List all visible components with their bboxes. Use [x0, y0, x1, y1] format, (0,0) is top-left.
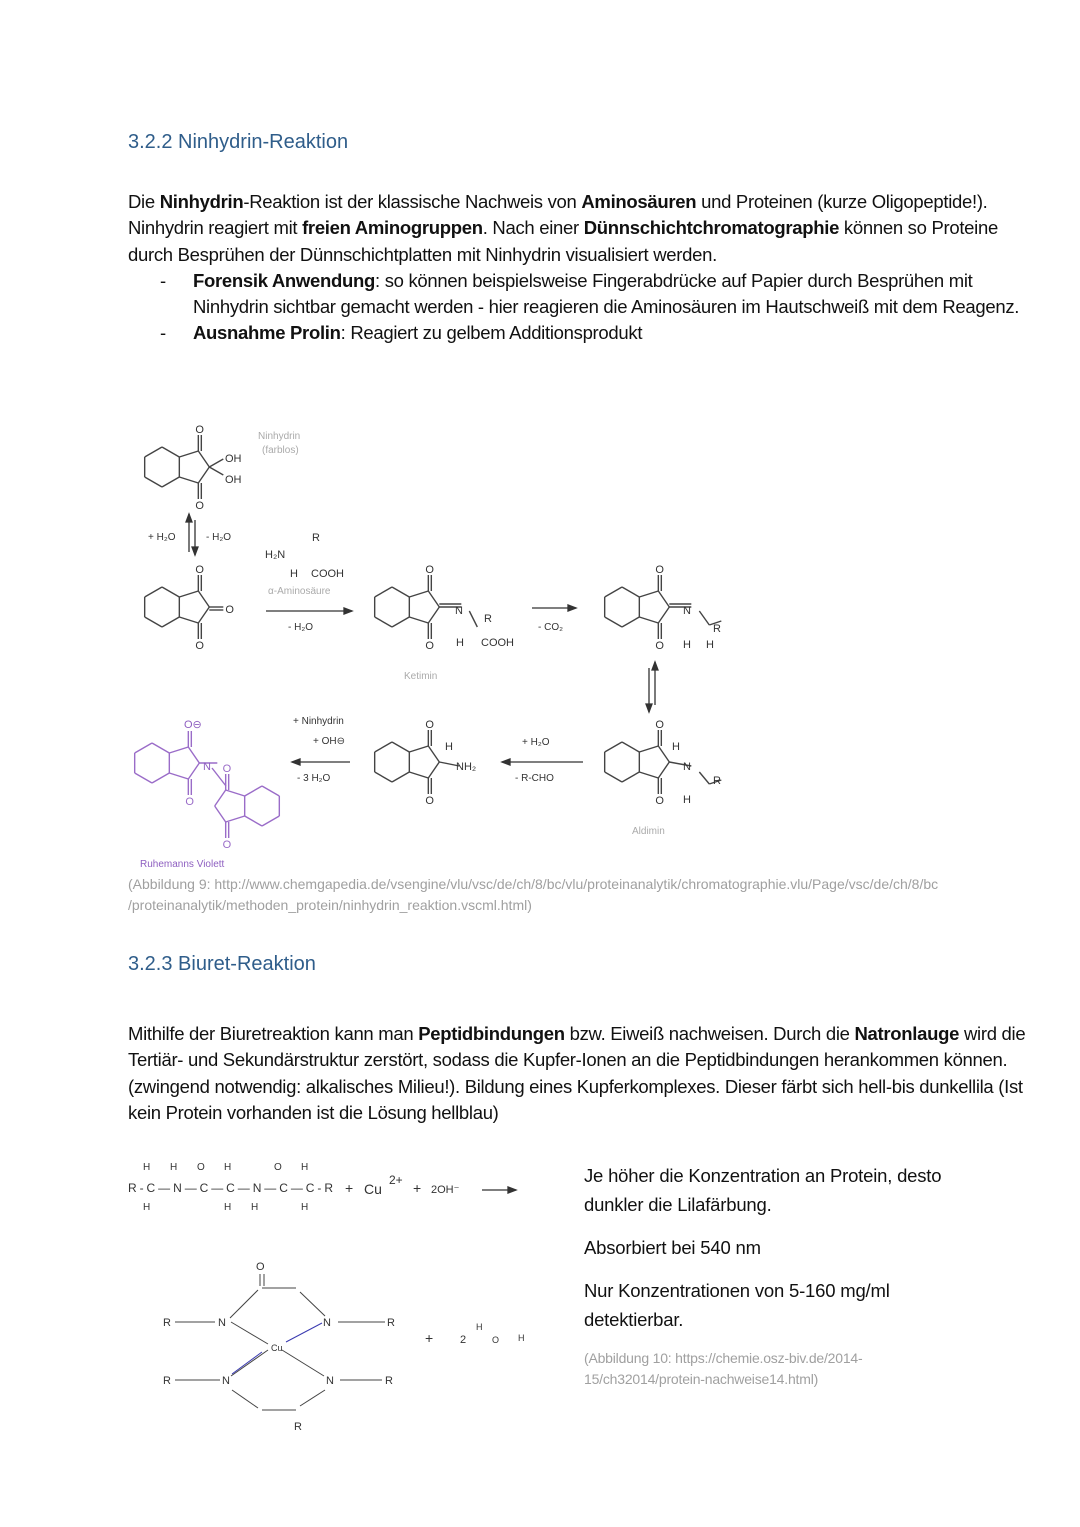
indane-ring: [375, 575, 440, 639]
atom-label: COOH: [311, 568, 344, 580]
bond: [392, 742, 409, 752]
atom-label: H₂N: [265, 549, 286, 561]
atom-label: O: [425, 564, 434, 576]
bond: [162, 617, 179, 627]
arrowhead-icon: [646, 704, 652, 712]
atom-label: H: [476, 1322, 483, 1332]
bond: [622, 742, 639, 752]
atom-label: O: [425, 719, 434, 731]
plus-sign: +: [413, 1180, 422, 1196]
text-run: wird die Tertiär- und Sekundärstruktur zerstört, sodass die Kupfer-Ionen an die Peptidbindungen herankommen können. (zwingend notwendig: alkalisches Milieu!). Bildung eines Kupferkomplexes. Dieser färbt sich hell-bis dunkellila (Ist kein Protein vorhanden ist die Lösung hellblau): [128, 1023, 1026, 1123]
bold-term: Natronlauge: [854, 1023, 960, 1044]
step-label: + Ninhydrin: [293, 716, 344, 727]
atom-label: O: [425, 640, 434, 652]
bond: [375, 742, 392, 752]
atom-label: O: [655, 795, 664, 807]
indane-ring: [375, 730, 440, 794]
indane-ring: [605, 730, 670, 794]
atom-label: N: [323, 1317, 331, 1329]
bond: [639, 746, 658, 752]
biuret-paragraph: [128, 1021, 1028, 1126]
atom-label: H: [706, 639, 714, 651]
water-coefficient: 2: [460, 1334, 467, 1346]
bond: [179, 477, 198, 483]
bond: [198, 607, 209, 623]
bond: [699, 772, 709, 784]
atom-label: H: [301, 1162, 309, 1173]
bond: [409, 591, 428, 597]
bond: [605, 587, 622, 597]
atom-label: O: [225, 604, 234, 616]
atom-label: N: [455, 605, 463, 617]
bullet-text: : so können beispielsweise Fingerabdrücke auf Papier durch Besprühen mit Ninhydrin sichtbar gemacht werden - hier reagieren die Aminosäuren im Hautschweiß mit dem Reagenz.: [193, 269, 1020, 318]
bond: [152, 773, 169, 783]
atom-label: H: [290, 568, 298, 580]
bond: [145, 617, 162, 627]
bond: [198, 591, 209, 607]
bond: [409, 746, 428, 752]
atom-label: O: [222, 763, 232, 775]
copper-charge: 2+: [389, 1173, 403, 1187]
atom-label: O: [185, 796, 194, 808]
atom-label: N: [218, 1317, 226, 1329]
ninhydrin-sub: (farblos): [262, 445, 299, 456]
bold-term: Aminosäuren: [581, 191, 697, 212]
atom-label: N: [326, 1375, 334, 1387]
bond: [392, 587, 409, 597]
step-label: + OH⊖: [313, 736, 345, 747]
text-run: bzw. Eiweiß nachweisen. Durch die: [564, 1023, 855, 1044]
atom-label: O: [197, 1162, 205, 1173]
atom-label: OH: [225, 453, 242, 465]
bond: [245, 816, 262, 826]
atom-label: R: [163, 1317, 171, 1329]
atom-label: H: [456, 637, 464, 649]
bond: [428, 607, 439, 623]
bond: [375, 587, 392, 597]
atom-label: O: [195, 640, 204, 652]
atom-label: COOH: [481, 637, 514, 649]
step-label: - R-CHO: [515, 773, 554, 784]
arrowhead-icon: [652, 662, 658, 670]
bond: [300, 1390, 325, 1406]
bond: [145, 587, 162, 597]
bond: [409, 772, 428, 778]
plus-sign: +: [425, 1330, 434, 1346]
atom-label: NH₂: [456, 761, 477, 773]
bond: [215, 806, 226, 822]
bond: [209, 459, 223, 467]
bond: [226, 816, 245, 822]
bond: [282, 1350, 324, 1376]
atom-label: O⊖: [184, 719, 202, 731]
bond: [145, 447, 162, 457]
bond: [392, 617, 409, 627]
bond: [198, 467, 209, 483]
bond: [169, 773, 188, 779]
atom-label: H: [683, 794, 691, 806]
step-label: + H₂O: [522, 737, 550, 748]
bond: [188, 763, 199, 779]
bond: [699, 611, 709, 625]
bond: [605, 617, 622, 627]
heading-ninhydrin: 3.2.2 Ninhydrin-Reaktion: [128, 131, 349, 153]
note-absorption: Absorbiert bei 540 nm: [584, 1237, 761, 1258]
bond: [179, 591, 198, 597]
bond: [152, 743, 169, 753]
bond: [231, 1322, 268, 1344]
atom-label: O: [195, 424, 204, 436]
bond: [300, 1292, 325, 1316]
atom-label: R: [385, 1375, 393, 1387]
arrowhead-icon: [186, 514, 192, 522]
plus-h2o: + H₂O: [148, 532, 176, 543]
atom-label: R: [294, 1421, 302, 1433]
bullet-text: : Reagiert zu gelbem Additionsprodukt: [340, 322, 643, 344]
bond: [145, 477, 162, 487]
bond: [428, 746, 439, 762]
bullet-term: Ausnahme Prolin: [193, 322, 341, 344]
plus-sign: +: [345, 1180, 354, 1196]
atom-label: O: [655, 719, 664, 731]
atom-label: H: [683, 639, 691, 651]
bond: [639, 772, 658, 778]
minus-h2o: - H₂O: [206, 532, 231, 543]
text-run: Mithilfe der Biuretreaktion kann man: [128, 1023, 419, 1044]
peptide-chain: R-C—N—C—C—N—C—C-R: [128, 1181, 333, 1195]
atom-label: H: [672, 741, 680, 753]
atom-label: O: [655, 640, 664, 652]
indane-ring: [605, 575, 670, 639]
bond: [162, 477, 179, 487]
aldimin-label: Aldimin: [632, 826, 665, 837]
bond: [605, 742, 622, 752]
bond: [658, 607, 669, 623]
atom-label: R: [484, 613, 492, 625]
hydroxide: 2OH⁻: [431, 1184, 460, 1196]
biuret-notes: [584, 1161, 964, 1390]
atom-label: R: [163, 1375, 171, 1387]
text-run: können so Proteine durch Besprühen der Dünnschichtplatten mit Ninhydrin visualisiert werden.: [128, 217, 998, 265]
bond: [375, 772, 392, 782]
bond: [658, 762, 669, 778]
bond: [639, 617, 658, 623]
bond: [605, 772, 622, 782]
atom-label: O: [425, 795, 434, 807]
bond: [639, 591, 658, 597]
arrowhead-icon: [508, 1187, 516, 1193]
arrowhead-icon: [502, 759, 510, 765]
bond: [622, 772, 639, 782]
bond: [162, 447, 179, 457]
bond: [262, 786, 279, 796]
atom-label: OH: [225, 474, 242, 486]
atom-label: R: [387, 1317, 395, 1329]
bold-term: Dünnschichtchromatographie: [583, 217, 840, 239]
bond: [469, 611, 477, 627]
arrowhead-icon: [344, 608, 352, 614]
atom-label: O: [195, 500, 204, 512]
atom-label: O: [655, 564, 664, 576]
atom-label: H: [224, 1202, 232, 1213]
atom-label: H: [143, 1202, 151, 1213]
bond: [198, 451, 209, 467]
bond: [231, 1350, 268, 1376]
copper-center: Cu: [271, 1343, 283, 1353]
bullet-term: Forensik Anwendung: [193, 269, 376, 291]
bond: [392, 772, 409, 782]
bond: [658, 591, 669, 607]
bond: [262, 816, 279, 826]
bond: [135, 743, 152, 753]
atom-label: H: [301, 1202, 309, 1213]
atom-label: O: [195, 564, 204, 576]
bullet-dash: -: [160, 269, 166, 291]
bond: [226, 790, 245, 796]
bond: [188, 747, 199, 763]
bond: [428, 591, 439, 607]
bold-term: freien Aminogruppen: [302, 217, 483, 239]
bond: [409, 617, 428, 623]
arrowhead-icon: [292, 759, 300, 765]
bond: [658, 746, 669, 762]
heading-biuret: 3.2.3 Biuret-Reaktion: [128, 953, 316, 975]
indane-ring: [145, 435, 210, 499]
atom-label: O: [222, 839, 232, 851]
atom-label: H: [224, 1162, 232, 1173]
note-concentration: Je höher die Konzentration an Protein, desto dunkler die Lilafärbung.: [584, 1165, 942, 1215]
bold-term: Ninhydrin: [159, 191, 244, 212]
atom-label: O: [256, 1261, 265, 1273]
figure-10-caption: (Abbildung 10: https://chemie.osz-biv.de/2014-15/ch32014/protein-nachweise14.html): [584, 1350, 863, 1387]
atom-label: O: [492, 1335, 500, 1345]
bond: [135, 773, 152, 783]
coordinate-bond: [286, 1323, 322, 1342]
atom-label: H: [143, 1162, 151, 1173]
bond: [230, 1290, 258, 1318]
atom-label: R: [713, 775, 721, 787]
figure-9-caption: (Abbildung 9: http://www.chemgapedia.de/vsengine/vlu/vsc/de/ch/8/bc/vlu/proteinanalytik/chromatographie.vlu/Page/vsc/de/ch/8/bc /proteinanalytik/methoden_protein/ninhydrin_reaktion.vscml.html): [128, 876, 939, 913]
indane-ring: [135, 731, 200, 795]
atom-label: R: [312, 532, 320, 544]
atom-label: H: [445, 741, 453, 753]
arrowhead-icon: [192, 547, 198, 555]
atom-label: O: [274, 1162, 282, 1173]
bond: [215, 790, 226, 806]
bond: [162, 587, 179, 597]
atom-label: N: [683, 605, 691, 617]
bond: [428, 762, 439, 778]
text-run: -Reaktion ist der klassische Nachweis von: [243, 191, 582, 212]
bond: [622, 587, 639, 597]
atom-label: H: [518, 1333, 525, 1343]
bullet-dash: -: [160, 322, 166, 344]
bond: [232, 1390, 258, 1408]
step-label: - H₂O: [288, 622, 313, 633]
text-run: und Proteinen (kurze Oligopeptide!). Ninhydrin reagiert mit: [128, 191, 988, 239]
coordinate-bond: [232, 1352, 262, 1374]
atom-label: R: [713, 623, 721, 635]
ketimin-label: Ketimin: [404, 671, 438, 682]
bond: [169, 747, 188, 753]
atom-label: N: [203, 761, 211, 773]
bond: [179, 617, 198, 623]
arrowhead-icon: [568, 605, 576, 611]
copper-ion: Cu: [364, 1181, 382, 1197]
text-run: Die: [128, 191, 160, 212]
bond: [622, 617, 639, 627]
bond: [245, 786, 262, 796]
bond: [209, 467, 223, 475]
indane-ring: [145, 575, 210, 639]
bond: [179, 451, 198, 457]
bold-term: Peptidbindungen: [418, 1023, 565, 1044]
bond: [375, 617, 392, 627]
ninhydrin-label: Ninhydrin: [258, 431, 301, 442]
atom-label: N: [683, 761, 691, 773]
text-run: . Nach einer: [482, 217, 584, 239]
aminoacid-label: α-Aminosäure: [268, 586, 331, 597]
step-label: - 3 H₂O: [297, 773, 331, 784]
note-range: Nur Konzentrationen von 5-160 mg/ml detektierbar.: [584, 1280, 890, 1330]
step-label: - CO₂: [538, 622, 563, 633]
atom-label: H: [251, 1202, 259, 1213]
atom-label: N: [222, 1375, 230, 1387]
product-label: Ruhemanns Violett: [140, 859, 225, 870]
atom-label: H: [170, 1162, 178, 1173]
